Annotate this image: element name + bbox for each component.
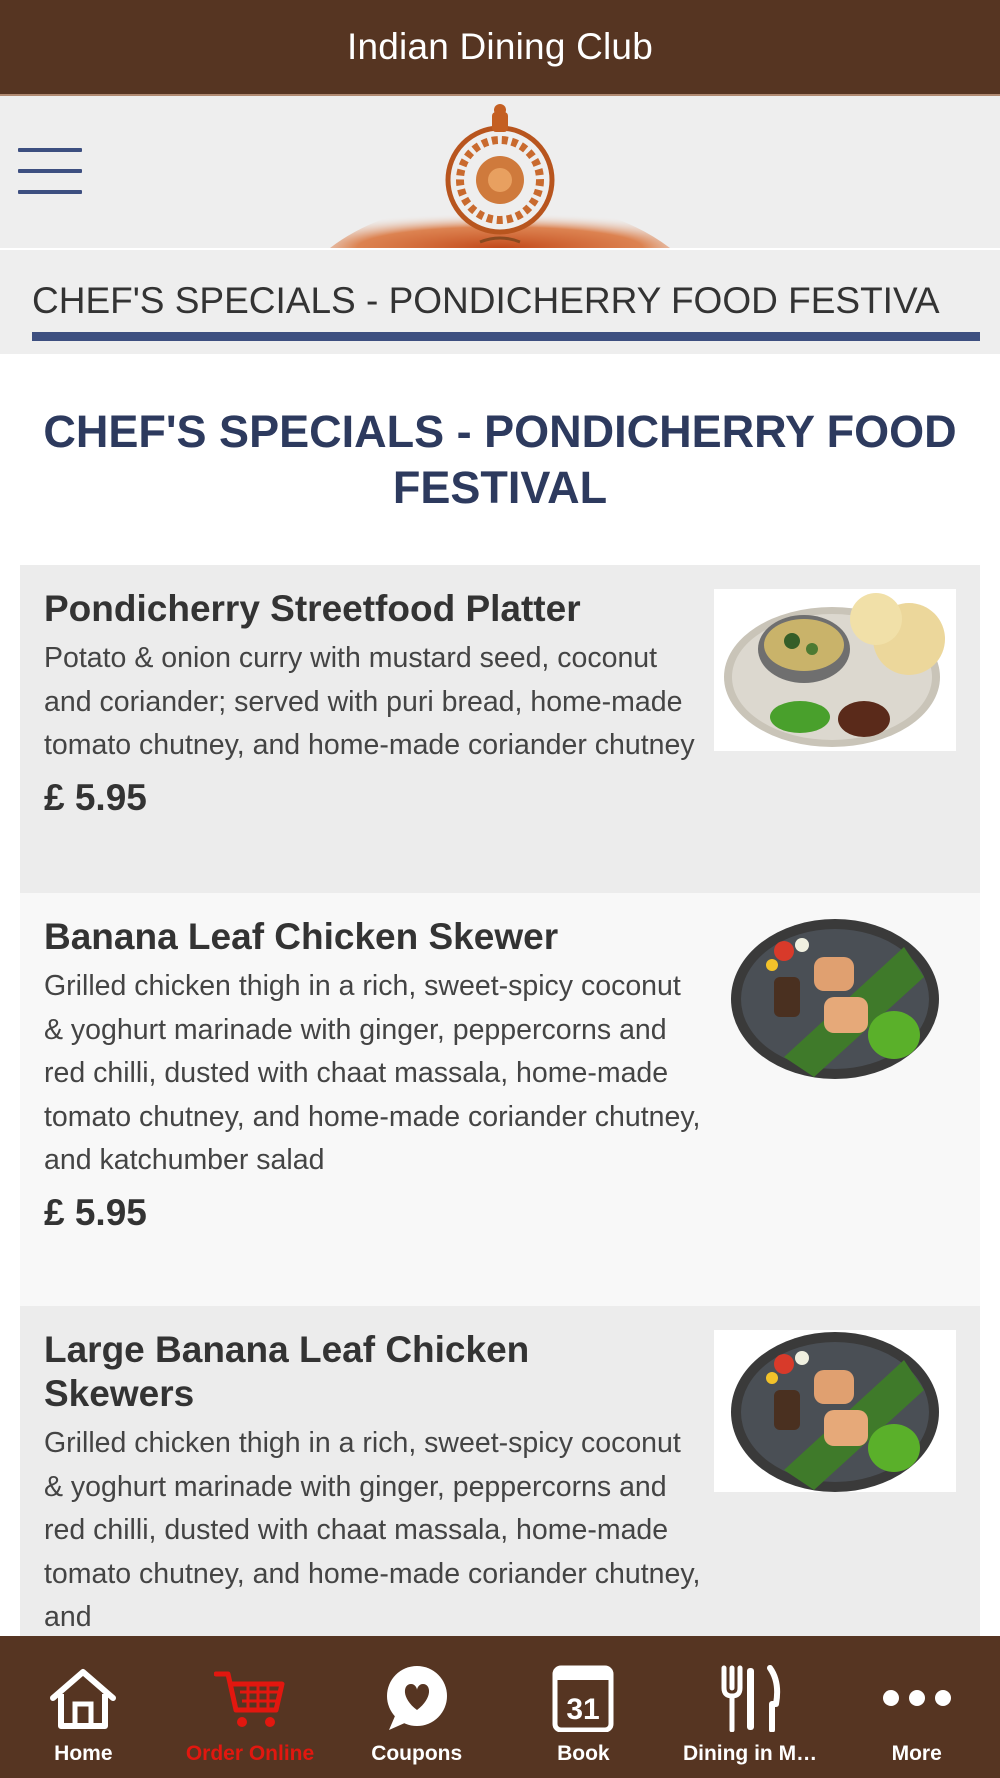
menu-list [20,565,980,1636]
cutlery-icon [714,1664,786,1732]
nav-order-online[interactable] [167,1636,334,1778]
menu-item[interactable] [20,565,980,893]
nav-dining[interactable] [667,1636,834,1778]
cart-icon [214,1664,286,1732]
nav-more[interactable] [833,1636,1000,1778]
menu-item-price: £ 5.95 [44,776,147,818]
nav-coupons-label: Coupons [371,1742,463,1765]
menu-item-name: Banana Leaf Chicken Skewer [44,916,559,957]
menu-item-description: Grilled chicken thigh in a rich, sweet-spicy coconut & yoghurt marinade with ginger, peppercorns and red chilli, dusted with chaat massala, home-made tomato chutney, and home-made coriander chutney, and [44,1427,701,1633]
menu-item-name: Large Banana Leaf Chicken Skewers [44,1329,530,1414]
nav-home-label: Home [54,1742,113,1765]
menu-item-name: Pondicherry Streetfood Platter [44,588,581,629]
menu-item[interactable] [20,1306,980,1636]
restaurant-logo [330,102,670,248]
nav-order-online-label: Order Online [185,1742,315,1765]
nav-coupons[interactable] [333,1636,500,1778]
coupon-heart-icon [381,1664,453,1732]
dish-photo[interactable] [714,917,956,1079]
nav-book[interactable] [500,1636,667,1778]
nav-book-label: Book [557,1742,610,1765]
app-title: Indian Dining Club [347,26,653,67]
calendar-day: 31 [566,1693,601,1726]
dish-photo[interactable] [714,589,956,751]
app-header [0,0,1000,96]
section-tab[interactable] [0,250,1000,354]
page-title: CHEF'S SPECIALS - PONDICHERRY FOOD FESTIVAL [43,406,957,513]
calendar-icon [547,1664,619,1732]
active-tab-underline [32,332,980,341]
hamburger-menu-icon[interactable] [18,148,84,196]
nav-more-label: More [891,1742,942,1765]
nav-dining-label: Dining in M… [682,1742,818,1765]
menu-item[interactable] [20,893,980,1306]
menu-item-description: Grilled chicken thigh in a rich, sweet-spicy coconut & yoghurt marinade with ginger, peppercorns and red chilli, dusted with chaat massala, home-made tomato chutney, and home-made coriander chutney, and katchumber salad [44,970,701,1176]
bottom-nav [0,1636,1000,1778]
logo-bar [0,96,1000,250]
menu-item-price: £ 5.95 [44,1191,147,1233]
section-tab-label: CHEF'S SPECIALS - PONDICHERRY FOOD FESTIVA [32,280,940,321]
more-dots-icon [881,1664,953,1732]
home-icon [47,1664,119,1732]
menu-item-description: Potato & onion curry with mustard seed, coconut and coriander; served with puri bread, home-made tomato chutney, and home-made coriander chutney [44,642,695,761]
dish-photo[interactable] [714,1330,956,1492]
nav-home[interactable] [0,1636,167,1778]
